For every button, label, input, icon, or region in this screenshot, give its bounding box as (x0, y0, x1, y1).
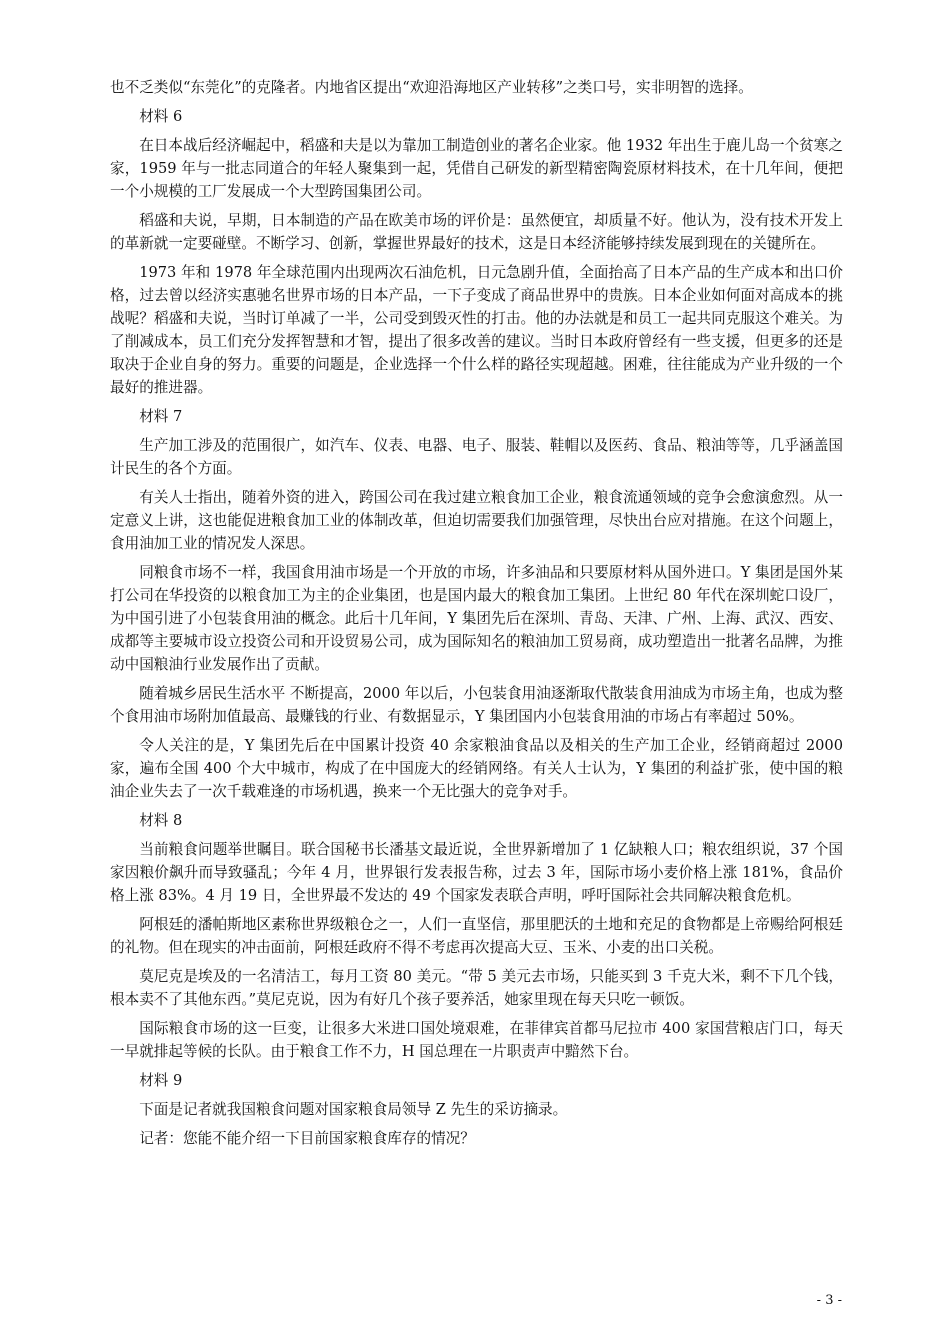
page-number: - 3 - (816, 1293, 842, 1308)
section-heading-material-6: 材料 6 (139, 108, 183, 125)
paragraph: 同粮食市场不一样，我国食用油市场是一个开放的市场，许多油品和只要原材料从国外进口。Y 集团是国外某打公司在华投资的以粮食加工为主的企业集团，也是国内最大的粮食加工集团。上世纪 80 年代在深圳蛇口设厂，为中国引进了小包装食用油的概念。此后十几年间，Y 集团先后在深圳、青岛、天津、广州、上海、武汉、西安、成都等主要城市设立投资公司和开设贸易公司，成为国际知名的粮油加工贸易商，成功塑造出一批著名品牌，为推动中国粮油行业发展作出了贡献。 (110, 564, 843, 673)
paragraph: 阿根廷的潘帕斯地区素称世界级粮仓之一，人们一直坚信，那里肥沃的土地和充足的食物都是上帝赐给阿根廷的礼物。但在现实的冲击面前，阿根廷政府不得不考虑再次提高大豆、玉米、小麦的出口关税。 (110, 916, 843, 956)
paragraph: 莫尼克是埃及的一名清洁工，每月工资 80 美元。“带 5 美元去市场，只能买到 3 千克大米，剩不下几个钱，根本卖不了其他东西。”莫尼克说，因为有好几个孩子要养活，她家里现在每天只吃一顿饭。 (110, 968, 843, 1008)
paragraph: 有关人士指出，随着外资的进入，跨国公司在我过建立粮食加工企业，粮食流通领域的竞争会愈演愈烈。从一定意义上讲，这也能促进粮食加工业的体制改革，但迫切需要我们加强管理，尽快出台应对措施。在这个问题上，食用油加工业的情况发人深思。 (110, 489, 843, 552)
paragraph: 随着城乡居民生活水平 不断提高，2000 年以后，小包装食用油逐渐取代散装食用油成为市场主角，也成为整个食用油市场附加值最高、最赚钱的行业、有数据显示，Y 集团国内小包装食用油的市场占有率超过 50%。 (110, 685, 843, 725)
paragraph: 当前粮食问题举世瞩目。联合国秘书长潘基文最近说，全世界新增加了 1 亿缺粮人口；粮农组织说，37 个国家因粮价飙升而导致骚乱；今年 4 月，世界银行发表报告称，过去 3 年，国际市场小麦价格上涨 181%，食品价格上涨 83%。4 月 19 日，全世界最不发达的 49 个国家发表联合声明，呼吁国际社会共同解决粮食危机。 (110, 841, 843, 904)
section-heading-material-7: 材料 7 (139, 408, 183, 425)
paragraph: 国际粮食市场的这一巨变，让很多大米进口国处境艰难，在菲律宾首都马尼拉市 400 家国营粮店门口，每天一早就排起等候的长队。由于粮食工作不力，H 国总理在一片职责声中黯然下台。 (110, 1020, 843, 1060)
paragraph: 令人关注的是，Y 集团先后在中国累计投资 40 余家粮油食品以及相关的生产加工企业，经销商超过 2000 家，遍布全国 400 个大中城市，构成了在中国庞大的经销网络。有关人士认为，Y 集团的利益扩张，使中国的粮油企业失去了一次千载难逢的市场机遇，换来一个无比强大的竞争对手。 (110, 737, 843, 800)
document-page (110, 76, 843, 1156)
section-heading-material-8: 材料 8 (139, 812, 183, 829)
paragraph: 下面是记者就我国粮食问题对国家粮食局领导 Z 先生的采访摘录。 (139, 1101, 568, 1118)
paragraph: 在日本战后经济崛起中，稻盛和夫是以为靠加工制造创业的著名企业家。他 1932 年出生于鹿儿岛一个贫寒之家，1959 年与一批志同道合的年轻人聚集到一起，凭借自己研发的新型精密陶瓷原材料技术，在十几年间，便把一个小规模的工厂发展成一个大型跨国集团公司。 (110, 137, 843, 200)
paragraph: 也不乏类似“东莞化”的克隆者。内地省区提出“欢迎沿海地区产业转移”之类口号，实非明智的选择。 (110, 79, 753, 96)
paragraph: 生产加工涉及的范围很广，如汽车、仪表、电器、电子、服装、鞋帽以及医药、食品、粮油等等，几乎涵盖国计民生的各个方面。 (110, 437, 843, 477)
paragraph: 1973 年和 1978 年全球范围内出现两次石油危机，日元急剧升值，全面抬高了日本产品的生产成本和出口价格，过去曾以经济实惠驰名世界市场的日本产品，一下子变成了商品世界中的贵族。日本企业如何面对高成本的挑战呢？稻盛和夫说，当时订单减了一半，公司受到毁灭性的打击。他的办法就是和员工一起共同克服这个难关。为了削减成本，员工们充分发挥智慧和才智，提出了很多改善的建议。当时日本政府曾经有一些支援，但更多的还是取决于企业自身的努力。重要的问题是，企业选择一个什么样的路径实现超越。困难，往往能成为产业升级的一个最好的推进器。 (110, 264, 843, 396)
paragraph: 记者：您能不能介绍一下目前国家粮食库存的情况？ (139, 1130, 475, 1147)
paragraph: 稻盛和夫说，早期，日本制造的产品在欧美市场的评价是：虽然便宜，却质量不好。他认为，没有技术开发上的革新就一定要碰壁。不断学习、创新，掌握世界最好的技术，这是日本经济能够持续发展到现在的关键所在。 (110, 212, 843, 252)
section-heading-material-9: 材料 9 (139, 1072, 183, 1089)
